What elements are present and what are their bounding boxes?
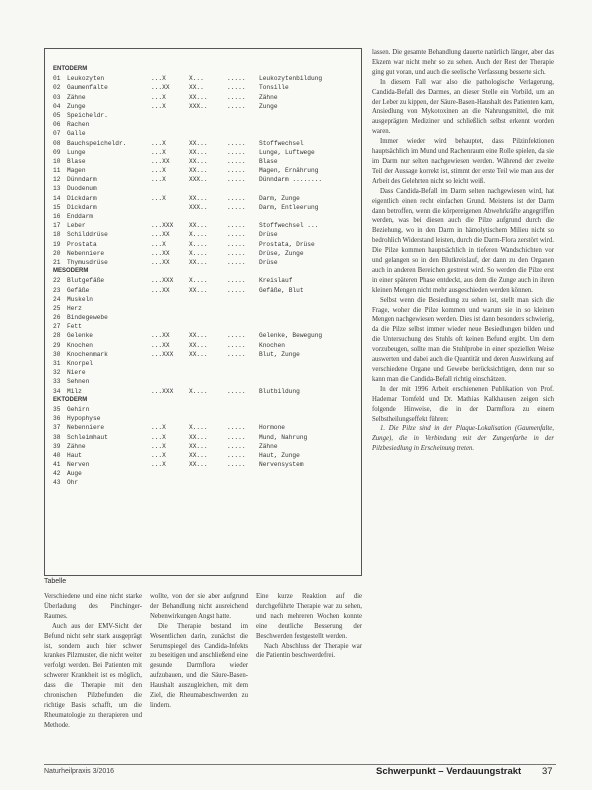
table-cell-no: 24 xyxy=(53,295,61,303)
table-cell-name: Prostata xyxy=(67,240,97,248)
table-row xyxy=(53,175,358,184)
paragraph: 1. Die Pilze sind in der Plaque-Lokalisation (Gaumenfalte, Zunge), die in Verbindung mit der Zungenfarbe in der Pilzbesiedlung in Erscheinung treten. xyxy=(372,425,554,453)
table-cell-name: Gelenke xyxy=(67,332,93,340)
table-cell-no: 27 xyxy=(53,323,61,331)
table-cell-name: Muskeln xyxy=(67,295,93,303)
table-cell-no: 11 xyxy=(53,167,61,175)
table-cell-name: Speicheldr. xyxy=(67,111,108,119)
table-rows xyxy=(53,65,358,488)
table-cell-no: 33 xyxy=(53,378,61,386)
table-row xyxy=(53,286,358,295)
table-cell-no: 38 xyxy=(53,433,61,441)
table-cell-no: 03 xyxy=(53,93,61,101)
table-cell-c2: X.... xyxy=(189,240,208,248)
table-cell-desc: Gefäße, Blut xyxy=(259,286,304,294)
table-cell-no: 25 xyxy=(53,304,61,312)
table-cell-c1: ...X xyxy=(151,167,166,175)
table-row xyxy=(53,120,358,129)
table-cell-name: Sehnen xyxy=(67,378,90,386)
table-cell-c2: XX... xyxy=(189,148,208,156)
table-row xyxy=(53,359,358,368)
table-cell-no: 36 xyxy=(53,415,61,423)
table-cell-name: Zähne xyxy=(67,93,86,101)
table-row xyxy=(53,111,358,120)
table-row xyxy=(53,414,358,423)
table-cell-c2: X... xyxy=(189,75,204,83)
table-cell-name: Gefäße xyxy=(67,286,90,294)
table-row xyxy=(53,423,358,432)
table-row xyxy=(53,331,358,340)
table-cell-name: Knochenmark xyxy=(67,350,108,358)
table-cell-no: 02 xyxy=(53,84,61,92)
table-cell-c1: ...X xyxy=(151,424,166,432)
paragraph: In diesem Fall war also die pathologische Verlagerung, Candida-Befall des Darmes, an dieser Stelle ein Vorbild, um an der Leber zu kippen, der Säure-Basen-Haushalt des Patienten kam, Ansiedlung von Mykotoxinen an die Nahrungsmittel, die mit ausgeprägten Mediziner und schließlich selbst erkennt worden waren. xyxy=(372,78,554,136)
table-cell-c1: ...X xyxy=(151,442,166,450)
table-cell-no: 01 xyxy=(53,75,61,83)
table-cell-c3: ..... xyxy=(227,222,246,230)
table-cell-name: Nebenniere xyxy=(67,249,105,257)
table-cell-no: 08 xyxy=(53,139,61,147)
table-cell-c3: ..... xyxy=(227,157,246,165)
table-cell-desc: Leukozytenbildung xyxy=(259,75,323,83)
table-cell-name: Hypophyse xyxy=(67,415,101,423)
table-cell-desc: Drüse xyxy=(259,258,278,266)
table-cell-name: Auge xyxy=(67,470,82,478)
footer-section: Schwerpunkt – Verdauungstrakt xyxy=(376,766,522,777)
table-row xyxy=(53,433,358,442)
table-cell-name: Haut xyxy=(67,451,82,459)
table-cell-no: 05 xyxy=(53,111,61,119)
table-cell-c1: ...XX xyxy=(151,157,170,165)
table-row xyxy=(53,230,358,239)
table-cell-c1: ...XX xyxy=(151,332,170,340)
table-cell-name: Leber xyxy=(67,222,86,230)
table-cell-name: Milz xyxy=(67,387,82,395)
table-cell-c3: ..... xyxy=(227,249,246,257)
table-cell-c3: ..... xyxy=(227,102,246,110)
table-cell-no: 35 xyxy=(53,405,61,413)
paragraph: Selbst wenn die Besiedlung zu sehen ist, stellt man sich die Frage, woher die Pilze kommen und warum sie in so kleinen Mengen nachgewiesen werden. Dies ist dann besonders schwierig, da die Pilze selbst immer wieder neue Besiedlungen bilden und die Untersuchung des Stuhls oft keinen Befund ergibt. Um dem vorzubeugen, sollte man die Stuhlprobe in einer speziellen Weise auswerten und dabei auch die Quantität und deren Auswirkung auf verschiedene Organe und Gewebe berücksichtigen, denn nur so kann man die Candida-Befall richtig einschätzen. xyxy=(372,296,554,383)
table-cell-c2: XX... xyxy=(189,139,208,147)
table-row xyxy=(53,341,358,350)
table-cell-desc: Kreislauf xyxy=(259,277,293,285)
table-cell-c3: ..... xyxy=(227,258,246,266)
table-cell-c2: X.... xyxy=(189,277,208,285)
table-cell-c1: ...X xyxy=(151,194,166,202)
table-cell-name: Knorpel xyxy=(67,360,93,367)
table-row xyxy=(53,74,358,83)
table-cell-no: 04 xyxy=(53,102,61,110)
article-column-bottom-middle xyxy=(150,592,248,762)
table-cell-c3: ..... xyxy=(227,139,246,147)
table-cell-no: 26 xyxy=(53,314,61,322)
table-cell-c2: XXX.. xyxy=(189,102,208,110)
table-cell-c1: ...X xyxy=(151,93,166,101)
table-cell-c1: ...X xyxy=(151,102,166,110)
table-section-heading: MESODERM xyxy=(53,268,89,275)
table-row xyxy=(53,478,358,487)
table-cell-name: Herz xyxy=(67,304,82,312)
table-cell-c2: XX... xyxy=(189,286,208,294)
table-row xyxy=(53,442,358,451)
table-cell-no: 19 xyxy=(53,240,61,248)
table-cell-c2: X.... xyxy=(189,424,208,432)
table-cell-c1: ...X xyxy=(151,139,166,147)
table-cell-no: 12 xyxy=(53,176,61,184)
paragraph: wollte, von der sie aber aufgrund der Behandlung nicht ausreichend Nebenwirkungen Angst hatte. xyxy=(150,593,248,620)
table-row xyxy=(53,368,358,377)
table-cell-no: 40 xyxy=(53,451,61,459)
table-cell-c1: ...X xyxy=(151,451,166,459)
table-cell-name: Blutgefäße xyxy=(67,277,105,285)
table-cell-c1: ...XX xyxy=(151,249,170,257)
table-cell-no: 07 xyxy=(53,130,61,138)
paragraph: Eine kurze Reaktion auf die durchgeführte Therapie war zu sehen, und nach mehreren Wochen konnte eine deutliche Besserung der Beschwerden festgestellt werden. xyxy=(256,593,362,640)
table-cell-desc: Darm, Zunge xyxy=(259,194,300,202)
paragraph: Immer wieder wird behauptet, dass Pilzinfektionen hauptsächlich im Mund und Rachenraum eine Rolle spielen, da sie im Darm nur selten nachgewiesen werden. Während der zweite Teil der Aussage korrekt ist, stimmt der erste Teil wie man aus der Arbeit des Gelehrten nicht so leicht weiß. xyxy=(372,138,554,185)
table-cell-name: Dickdarm xyxy=(67,194,97,202)
table-cell-c3: ..... xyxy=(227,84,246,92)
table-cell-desc: Stoffwechsel ... xyxy=(259,222,319,230)
table-cell-c3: ..... xyxy=(227,93,246,101)
table-cell-c1: ...XX xyxy=(151,258,170,266)
table-cell-desc: Prostata, Drüse xyxy=(259,240,315,248)
table-cell-name: Zähne xyxy=(67,442,86,450)
table-cell-no: 29 xyxy=(53,341,61,349)
table-cell-no: 23 xyxy=(53,286,61,294)
table-cell-c3: ..... xyxy=(227,332,246,340)
table-cell-desc: Magen, Ernährung xyxy=(259,167,319,175)
table-cell-desc: Darm, Entleerung xyxy=(259,203,319,211)
table-cell-no: 41 xyxy=(53,461,61,469)
table-cell-c2: X.... xyxy=(189,231,208,239)
table-cell-no: 28 xyxy=(53,332,61,340)
table-caption: Tabelle xyxy=(44,578,67,585)
table-row xyxy=(53,322,358,331)
table-cell-no: 17 xyxy=(53,222,61,230)
table-cell-no: 39 xyxy=(53,442,61,450)
table-cell-c3: ..... xyxy=(227,350,246,358)
table-cell-name: Lunge xyxy=(67,148,86,156)
table-cell-desc: Blase xyxy=(259,157,278,165)
table-cell-name: Schleimhaut xyxy=(67,433,108,441)
table-cell-c3: ..... xyxy=(227,433,246,441)
table-section-heading: ENTODERM xyxy=(53,66,88,72)
table-cell-c3: ..... xyxy=(227,461,246,469)
article-column-bottom-left xyxy=(44,592,142,762)
table-row xyxy=(53,203,358,212)
table-cell-c1: ...XX xyxy=(151,341,170,349)
table-cell-c1: ...XXX xyxy=(151,387,174,395)
table-row xyxy=(53,102,358,111)
table-cell-no: 32 xyxy=(53,369,61,377)
table-cell-desc: Zunge xyxy=(259,102,278,110)
table-cell-c2: XX... xyxy=(189,341,208,349)
table-row xyxy=(53,313,358,322)
paragraph: Die Therapie bestand im Wesentlichen darin, zunächst die Serumspiegel des Candida-Infekts zu beseitigen und anschließend eine gesunde Darmflora wieder aufzubauen, und die Säure-Basen-Haushalt auszugleichen, mit dem Ziel, die Rheumabeschwerden zu lindern. xyxy=(150,622,248,709)
table-cell-desc: Tonsille xyxy=(259,84,289,92)
table-cell-c1: ...XXX xyxy=(151,350,174,358)
table-cell-desc: Haut, Zunge xyxy=(259,451,300,459)
footer-rule xyxy=(44,764,556,765)
table-row xyxy=(53,93,358,102)
table-cell-desc: Zähne xyxy=(259,93,278,101)
paragraph: Verschiedene und eine nicht starke Überladung des Pinchinger-Raumes. xyxy=(44,593,142,620)
table-cell-no: 34 xyxy=(53,387,61,395)
table-cell-c1: ...XX xyxy=(151,286,170,294)
table-row xyxy=(53,405,358,414)
table-row xyxy=(53,139,358,148)
table-cell-name: Ohr xyxy=(67,479,79,487)
page-number: 37 xyxy=(542,766,553,777)
table-cell-name: Rachen xyxy=(67,121,90,129)
table-cell-c3: ..... xyxy=(227,387,246,395)
table-row xyxy=(53,83,358,92)
table-cell-no: 15 xyxy=(53,203,61,211)
table-row xyxy=(53,377,358,386)
table-cell-desc: Blutbildung xyxy=(259,387,300,395)
table-cell-c1: ...X xyxy=(151,433,166,441)
table-cell-name: Thymusdrüse xyxy=(67,258,108,266)
table-row xyxy=(53,469,358,478)
germ-layer-table xyxy=(44,48,362,576)
table-cell-c1: ...X xyxy=(151,461,166,469)
table-cell-c2: XXX.. xyxy=(189,176,208,184)
article-column-bottom-right xyxy=(256,592,362,762)
table-cell-c2: X.... xyxy=(189,249,208,257)
paragraph: In der mit 1996 Arbeit erschienenen Publikation von Prof. Hademar Tomfeld und Dr. Mathias Kalkhausen zeigen sich folgende Hinweise, die in der Darmflora zu einem Selbstheilungseffekt führen: xyxy=(372,385,554,423)
table-row xyxy=(53,460,358,469)
table-cell-name: Blase xyxy=(67,157,86,165)
table-row xyxy=(53,148,358,157)
table-cell-no: 37 xyxy=(53,424,61,432)
table-cell-desc: Drüse xyxy=(259,231,278,239)
table-cell-desc: Knochen xyxy=(259,341,285,349)
table-cell-c3: ..... xyxy=(227,194,246,202)
table-row xyxy=(53,212,358,221)
table-cell-no: 13 xyxy=(53,185,61,193)
table-cell-no: 10 xyxy=(53,157,61,165)
table-row xyxy=(53,258,358,267)
table-cell-name: Gehirn xyxy=(67,405,90,413)
table-row xyxy=(53,304,358,313)
table-cell-c2: XX... xyxy=(189,194,208,202)
table-cell-c2: XX... xyxy=(189,332,208,340)
table-cell-c3: ..... xyxy=(227,231,246,239)
table-cell-c1: ...XX xyxy=(151,84,170,92)
table-row xyxy=(53,184,358,193)
table-row xyxy=(53,249,358,258)
table-cell-name: Knochen xyxy=(67,341,93,349)
table-cell-no: 14 xyxy=(53,194,61,202)
table-cell-c1: ...XXX xyxy=(151,277,174,285)
table-cell-name: Enddarm xyxy=(67,213,93,220)
table-cell-no: 31 xyxy=(53,360,61,367)
table-section-heading: EKTODERM xyxy=(53,396,88,403)
table-cell-c3: ..... xyxy=(227,176,246,184)
table-cell-c2: XX... xyxy=(189,93,208,101)
table-cell-name: Niere xyxy=(67,369,86,377)
table-cell-desc: Zähne xyxy=(259,442,278,450)
table-cell-desc: Stoffwechsel xyxy=(259,139,304,147)
table-cell-name: Dickdarm xyxy=(67,203,97,211)
table-row xyxy=(53,240,358,249)
paragraph: Auch aus der EMV-Sicht der Befund nicht sehr stark ausgeprägt ist, sondern auch hier schwer krankes Pilzmuster, die nicht weiter verfolgt werden. Bei Patienten mit schwerer Krankheit ist es möglich, dass die Therapie mit den chronischen Pilzbefunden die richtige Basis schafft, um die Rheumatologie zu therapieren und Methode. xyxy=(44,622,142,729)
table-cell-no: 18 xyxy=(53,231,61,239)
table-cell-c2: XX... xyxy=(189,222,208,230)
table-cell-desc: Lunge, Luftwege xyxy=(259,148,315,156)
table-cell-desc: Gelenke, Bewegung xyxy=(259,332,323,340)
table-cell-c2: XX... xyxy=(189,157,208,165)
table-cell-c2: XX... xyxy=(189,258,208,266)
table-cell-c2: XX... xyxy=(189,167,208,175)
table-cell-name: Leukozyten xyxy=(67,75,105,83)
table-cell-c1: ...XXX xyxy=(151,222,174,230)
table-cell-c3: ..... xyxy=(227,203,246,211)
table-cell-c3: ..... xyxy=(227,286,246,294)
table-cell-no: 21 xyxy=(53,258,61,266)
table-cell-c1: ...X xyxy=(151,240,166,248)
table-cell-c2: XX... xyxy=(189,461,208,469)
table-row xyxy=(53,387,358,396)
paragraph: lassen. Die gesamte Behandlung dauerte natürlich länger, aber das Ekzem war nicht mehr so zu sehen. Auch der Rest der Therapie ging gut voran, und auch die seelische Verfassung besserte sich. xyxy=(372,49,554,76)
table-cell-c2: XX... xyxy=(189,442,208,450)
table-cell-name: Schilddrüse xyxy=(67,231,108,239)
table-cell-c1: ...X xyxy=(151,75,166,83)
table-cell-c3: ..... xyxy=(227,277,246,285)
table-cell-c2: XX... xyxy=(189,451,208,459)
table-cell-c3: ..... xyxy=(227,442,246,450)
table-cell-no: 42 xyxy=(53,470,61,478)
table-cell-c2: XXX.. xyxy=(189,203,208,211)
table-cell-name: Dünndarm xyxy=(67,176,97,184)
table-cell-c1: ...XX xyxy=(151,231,170,239)
table-cell-no: 22 xyxy=(53,277,61,285)
table-cell-name: Bindegewebe xyxy=(67,314,108,322)
table-cell-c2: XX... xyxy=(189,350,208,358)
table-cell-desc: Mund, Nahrung xyxy=(259,433,308,441)
table-row xyxy=(53,276,358,285)
table-cell-c3: ..... xyxy=(227,167,246,175)
table-cell-c3: ..... xyxy=(227,424,246,432)
table-row xyxy=(53,157,358,166)
table-row xyxy=(53,129,358,138)
table-row xyxy=(53,166,358,175)
table-cell-c1: ...X xyxy=(151,176,166,184)
table-cell-desc: Dünndarm ........ xyxy=(259,176,323,184)
table-cell-c2: XX... xyxy=(189,433,208,441)
paragraph: Nach Abschluss der Therapie war die Patientin beschwerdefrei. xyxy=(256,642,362,660)
table-cell-desc: Hormone xyxy=(259,424,285,432)
table-row xyxy=(53,295,358,304)
table-cell-name: Fett xyxy=(67,323,82,331)
table-cell-no: 06 xyxy=(53,121,61,129)
article-column-right xyxy=(372,48,554,768)
table-cell-name: Gaumenfalte xyxy=(67,84,108,92)
table-cell-c3: ..... xyxy=(227,75,246,83)
table-cell-name: Duodenum xyxy=(67,185,97,193)
table-cell-c3: ..... xyxy=(227,341,246,349)
table-cell-no: 43 xyxy=(53,479,61,487)
table-cell-name: Magen xyxy=(67,167,86,175)
table-cell-c3: ..... xyxy=(227,148,246,156)
table-cell-name: Bauchspeicheldr. xyxy=(67,139,127,147)
table-cell-no: 16 xyxy=(53,213,61,220)
table-cell-name: Zunge xyxy=(67,102,86,110)
table-cell-name: Nebenniere xyxy=(67,424,105,432)
table-cell-c2: XX.. xyxy=(189,84,204,92)
table-cell-c3: ..... xyxy=(227,451,246,459)
table-cell-desc: Drüse, Zunge xyxy=(259,249,304,257)
table-cell-no: 30 xyxy=(53,350,61,358)
table-cell-c3: ..... xyxy=(227,240,246,248)
table-cell-name: Nerven xyxy=(67,461,90,469)
table-row xyxy=(53,451,358,460)
paragraph: Dass Candida-Befall im Darm selten nachgewiesen wird, hat eigentlich einen recht einfachen Grund. Meistens ist der Darm dann betroffen, wenn die körpereigenen Abwehrkräfte angegriffen werden, was bei diesen auch die Pilze aufgrund durch die Beziehung, wo in den Darm in hämolytischem Milieu nicht so bedrohlich Widerstand leisten, durch die Darm-Flora zerstört wird. Die Pilze kommen hauptsächlich in tieferen Wandschichten vor und gelangen so in den Blutkreislauf, der dann zu den Organen auch in anderen Bereichen gestreut wird. So werden die Pilze erst in einer späteren Phase entdeckt, aus dem die Zunge auch in ihren kleinen Mengen nicht mehr ausgeschieden werden können. xyxy=(372,187,554,294)
table-cell-c1: ...X xyxy=(151,148,166,156)
table-cell-no: 20 xyxy=(53,249,61,257)
table-cell-name: Galle xyxy=(67,130,86,138)
table-row xyxy=(53,350,358,359)
footer-journal: Naturheilpraxis 3/2016 xyxy=(44,768,115,775)
table-cell-c2: X.... xyxy=(189,387,208,395)
table-cell-desc: Blut, Zunge xyxy=(259,350,300,358)
table-row xyxy=(53,194,358,203)
table-cell-no: 09 xyxy=(53,148,61,156)
table-cell-desc: Nervensystem xyxy=(259,461,304,469)
table-row xyxy=(53,221,358,230)
